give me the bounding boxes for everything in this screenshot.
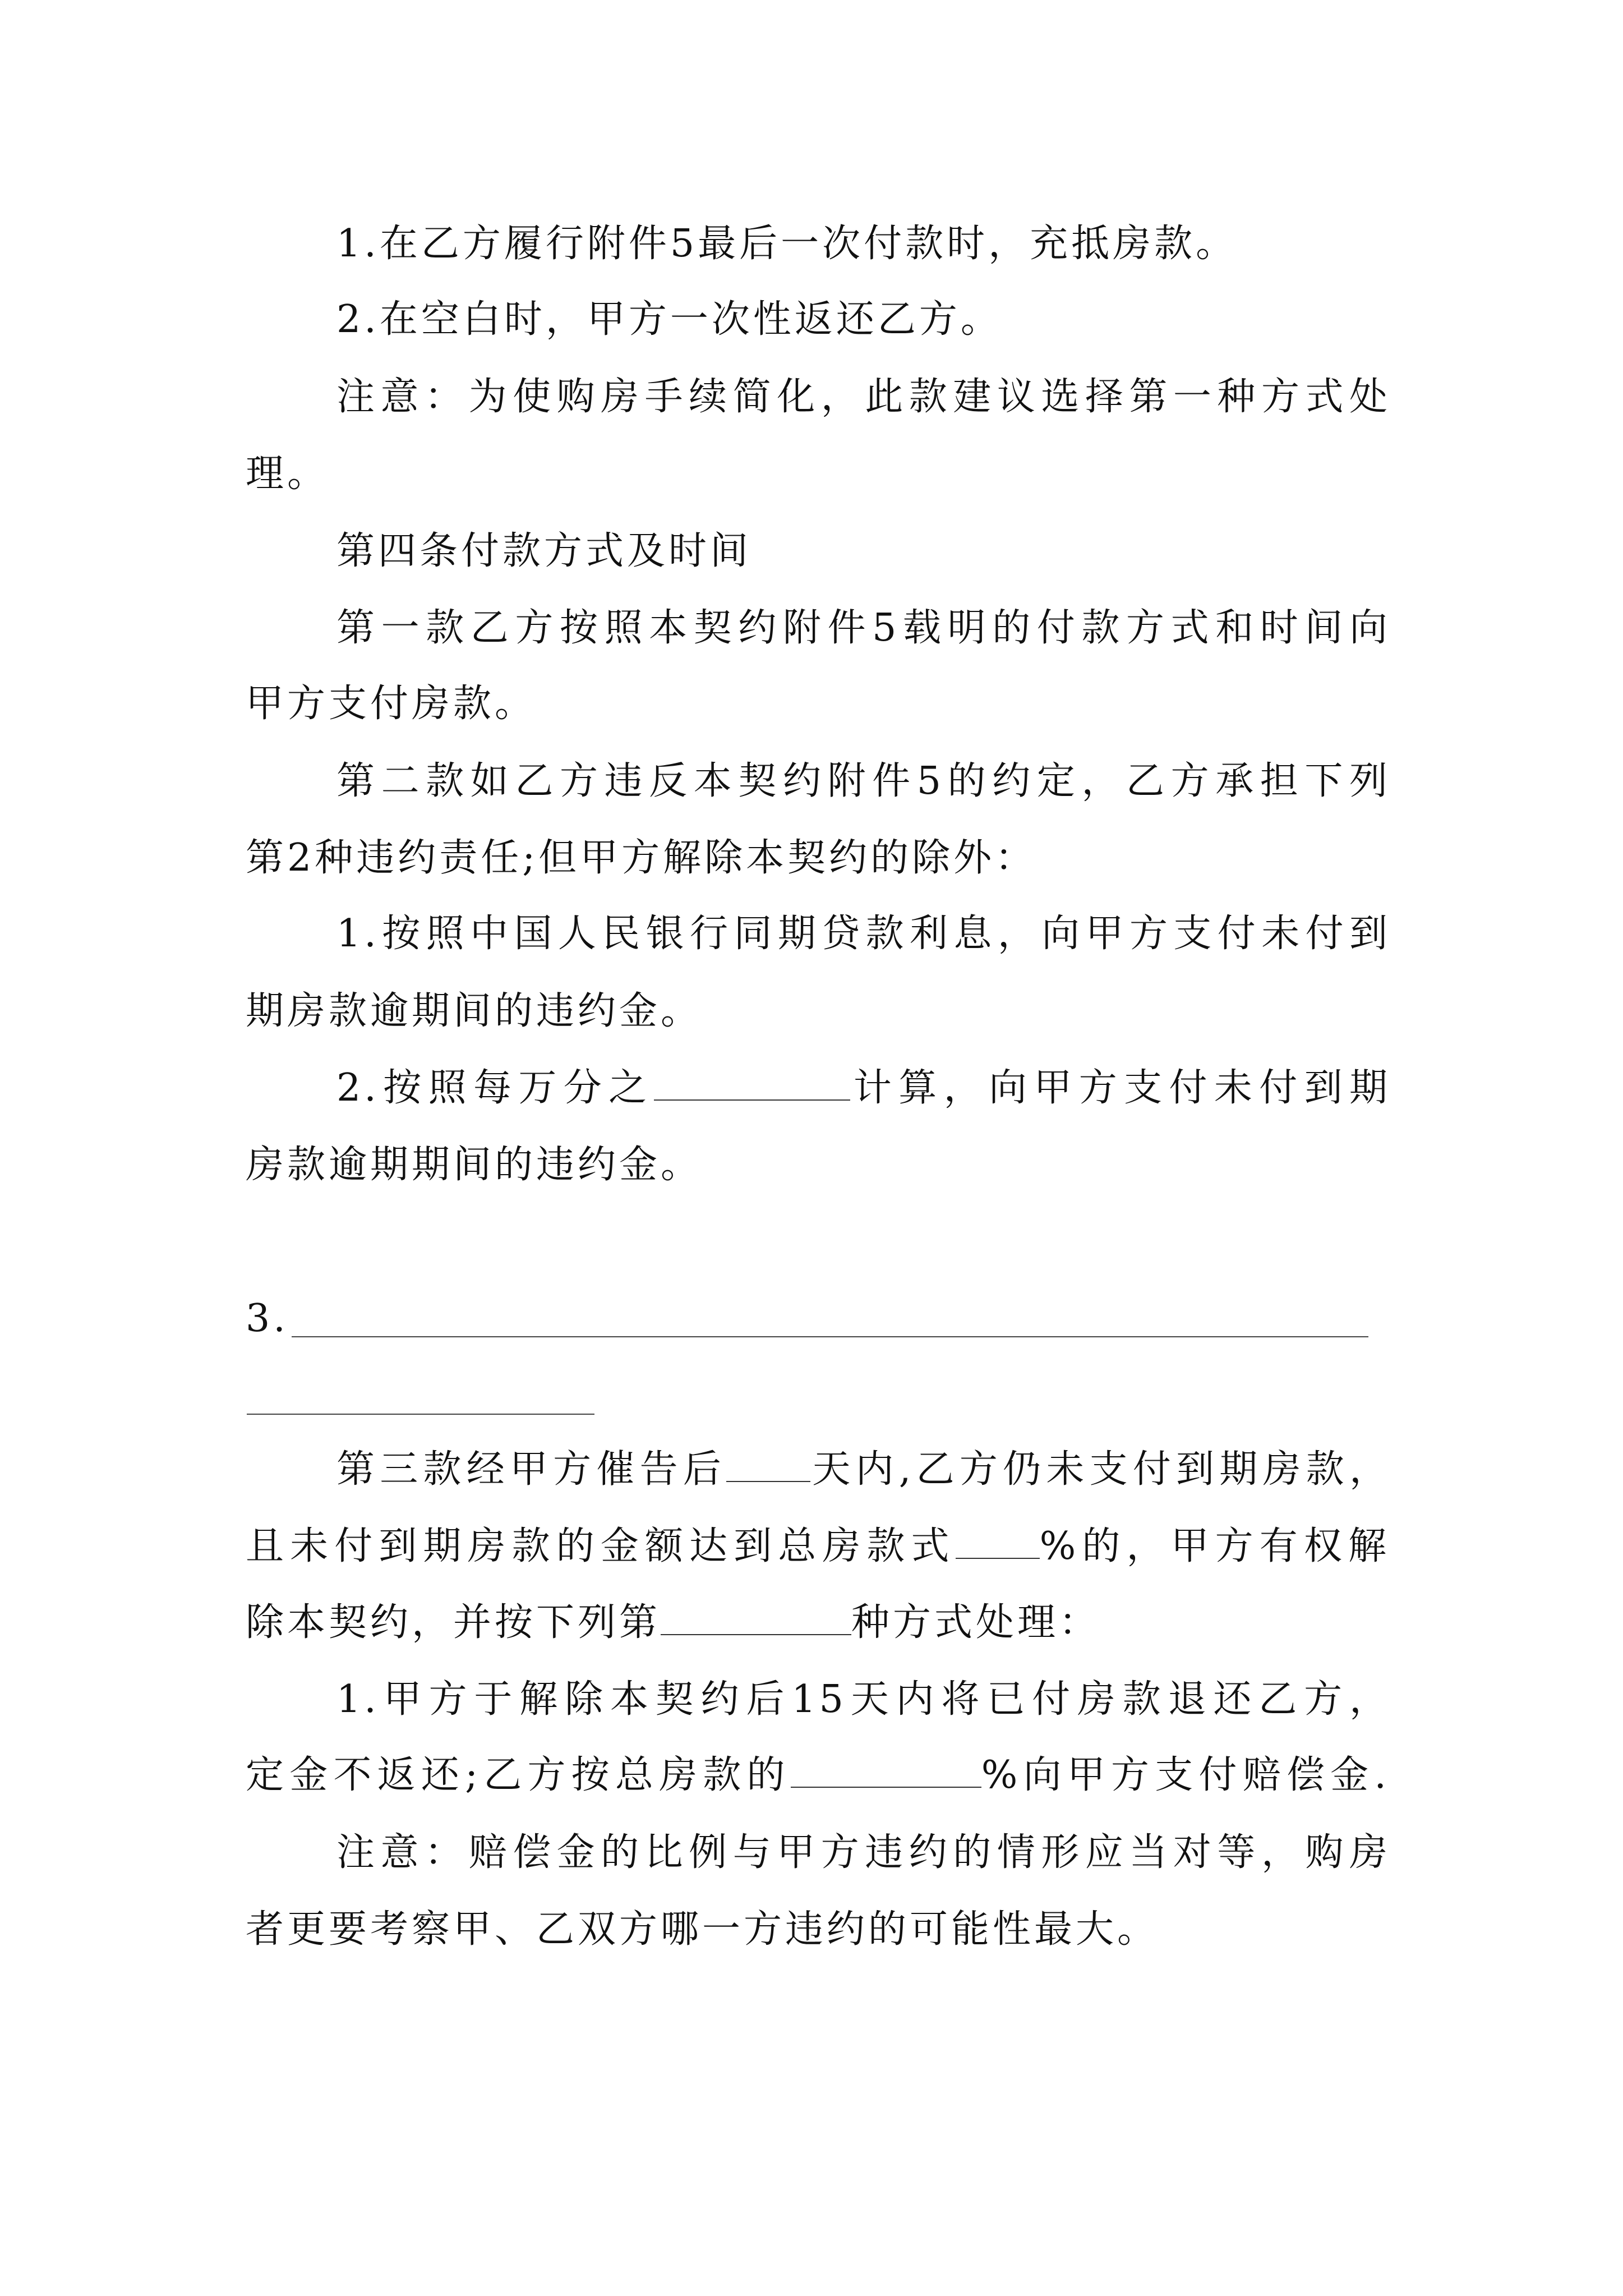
paragraph-line: 1.甲方于解除本契约后15天内将已付房款退还乙方， xyxy=(336,1677,1391,1722)
paragraph-line: 注意：为使购房手续简化，此款建议选择第一种方式处 xyxy=(336,375,1391,419)
paragraph-line: 第二款如乙方违反本契约附件5的约定，乙方承担下列 xyxy=(336,759,1391,803)
line-text: %的，甲方有权解 xyxy=(1039,1524,1390,1568)
blank-field xyxy=(791,1753,981,1788)
line-text: 计算，向甲方支付未付到期 xyxy=(850,1066,1391,1110)
line-text: 第三款经甲方催告后 xyxy=(336,1447,727,1492)
paragraph-line xyxy=(336,1063,1391,1114)
line-text: 天内,乙方仍未支付到期房款， xyxy=(810,1447,1391,1492)
paragraph-line xyxy=(246,1750,1390,1801)
blank-field xyxy=(292,1336,1368,1337)
blank-field xyxy=(956,1524,1040,1559)
paragraph-line: 者更要考察甲、乙双方哪一方违约的可能性最大。 xyxy=(246,1907,1159,1952)
paragraph-line: 2.在空白时，甲方一次性返还乙方。 xyxy=(336,297,1002,342)
line-text: 种方式处理： xyxy=(851,1600,1101,1645)
paragraph-line: 房款逾期期间的违约金。 xyxy=(246,1143,703,1187)
paragraph-line: 理。 xyxy=(246,452,329,496)
blank-field xyxy=(726,1447,810,1482)
paragraph-line: 第一款乙方按照本契约附件5载明的付款方式和时间向 xyxy=(336,606,1391,650)
line-text: 且未付到期房款的金额达到总房款式 xyxy=(246,1524,956,1568)
paragraph-line: 1.在乙方履行附件5最后一次付款时，充抵房款。 xyxy=(336,222,1238,266)
paragraph-line xyxy=(246,1598,1390,1648)
paragraph-line: 1.按照中国人民银行同期贷款利息，向甲方支付未付到 xyxy=(336,912,1391,956)
section-heading: 第四条付款方式及时间 xyxy=(336,529,752,573)
blank-field xyxy=(654,1066,850,1101)
item-number: 3. xyxy=(246,1296,289,1341)
line-text: 2.按照每万分之 xyxy=(336,1066,654,1110)
paragraph-line xyxy=(336,1444,1391,1495)
paragraph-line: 期房款逾期间的违约金。 xyxy=(246,989,703,1033)
paragraph-line: 第2种违约责任;但甲方解除本契约的除外： xyxy=(246,836,1037,880)
paragraph-line: 甲方支付房款。 xyxy=(246,682,537,726)
paragraph-line xyxy=(246,1521,1390,1572)
line-text: 定金不返还;乙方按总房款的 xyxy=(246,1753,791,1797)
blank-field xyxy=(661,1600,851,1635)
blank-field xyxy=(247,1414,594,1415)
line-text: 除本契约，并按下列第 xyxy=(246,1600,661,1645)
paragraph-line: 注意：赔偿金的比例与甲方违约的情形应当对等，购房 xyxy=(336,1830,1391,1875)
line-text: %向甲方支付赔偿金. xyxy=(981,1753,1390,1797)
